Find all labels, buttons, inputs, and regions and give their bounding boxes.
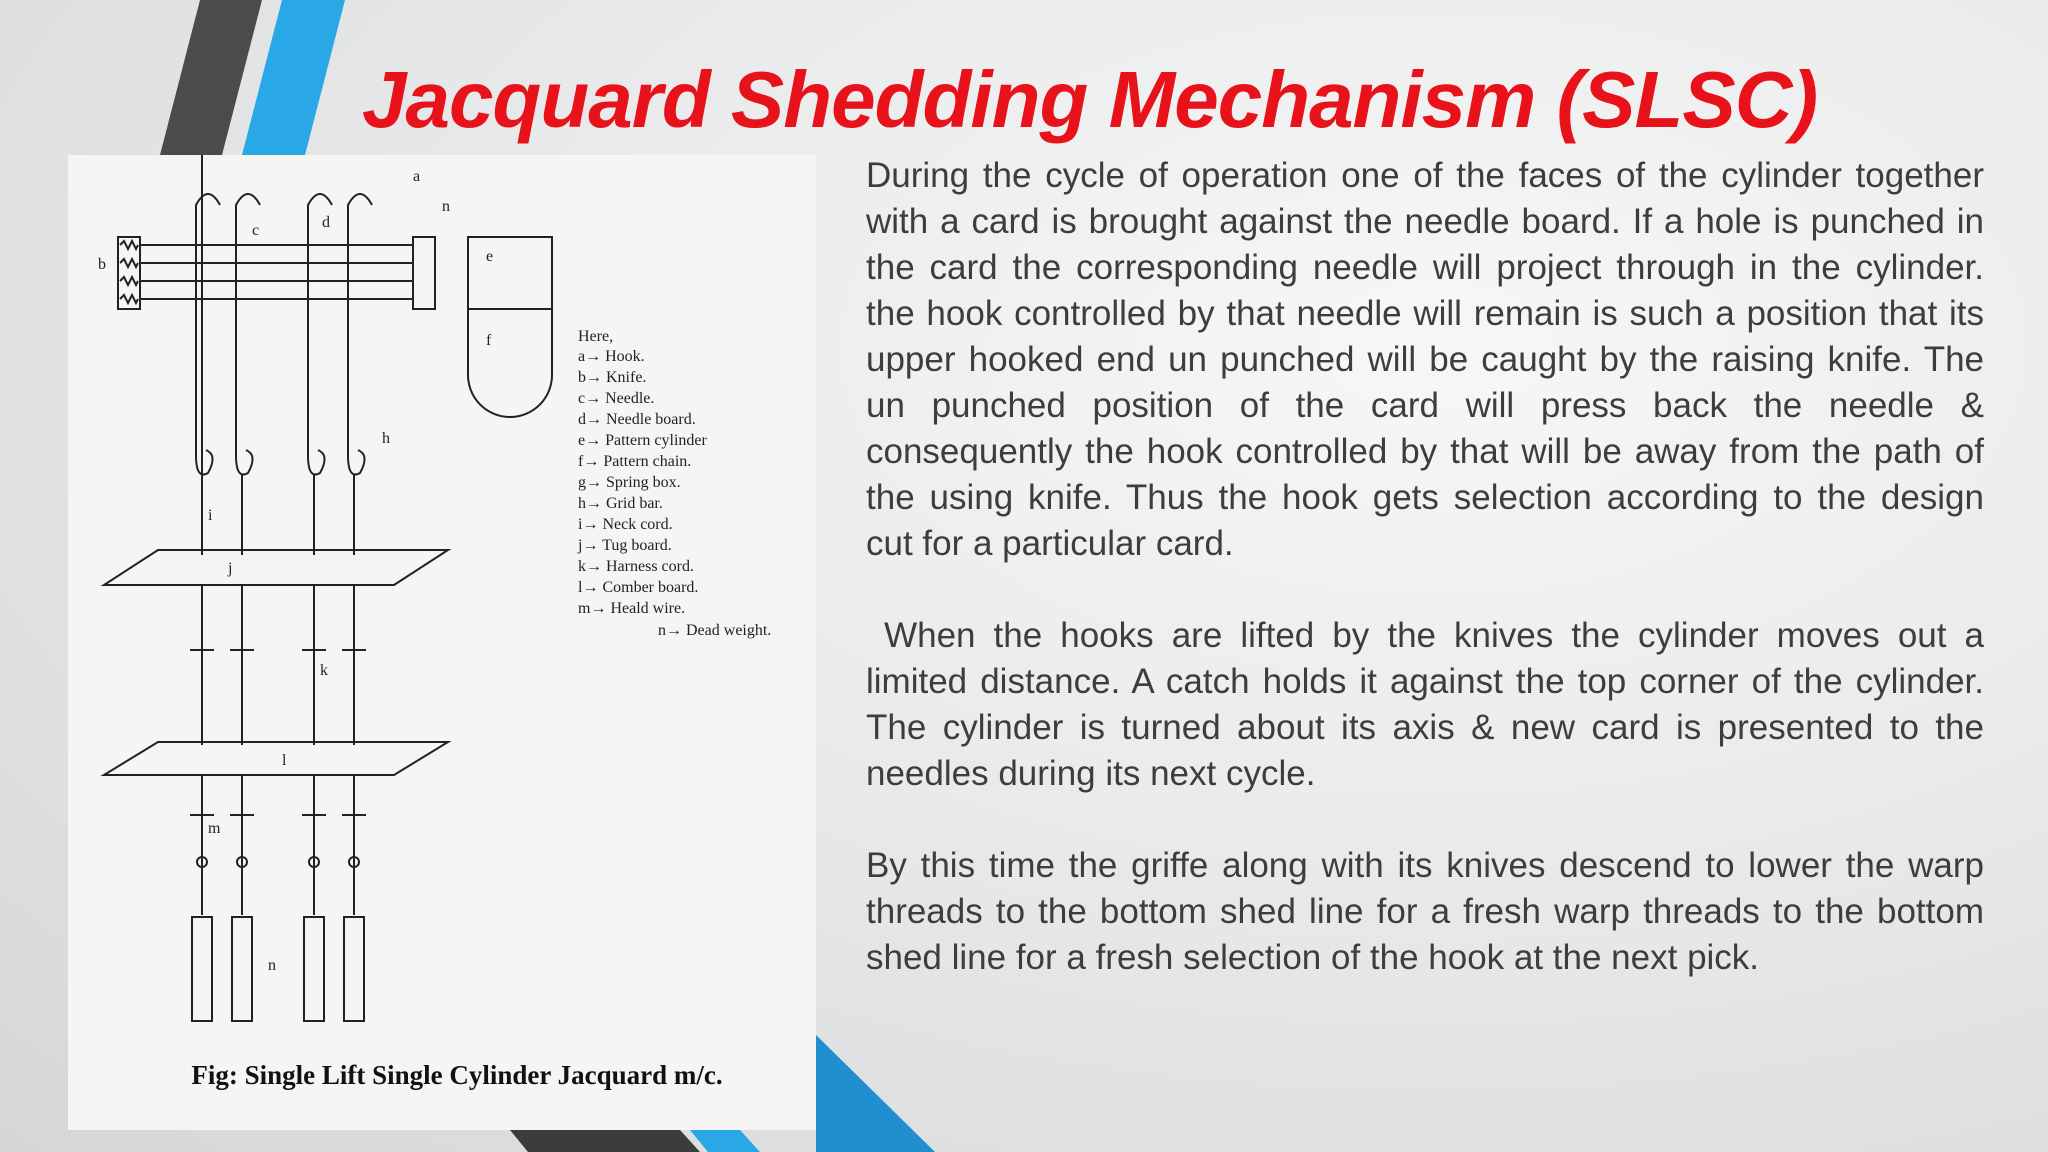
legend-item: f→ Pattern chain. [578,453,692,470]
legend-item: d→ Needle board. [578,411,696,428]
label-j: j [228,560,233,577]
body-paragraph: When the hooks are lifted by the knives the cylinder moves out a limited distance. A catch holds it against the top corner of the cylinder. The cylinder is turned about its axis & new card is presented to the needles during its next cycle. [866,616,1994,793]
label-n-top: n [442,198,450,215]
label-i: i [208,507,213,524]
label-n: n [268,957,276,974]
legend-item: i→ Neck cord. [578,516,673,533]
label-d: d [322,214,330,231]
gray-stripe [160,0,262,155]
legend-item: e→ Pattern cylinder [578,432,707,449]
body-paragraph: By this time the griffe along with its knives descend to lower the warp threads to the bottom shed line for a fresh warp threads to the bottom shed line for a fresh selection of the hook at the next pick. [866,846,1984,977]
legend-item: m→ Heald wire. [578,600,686,617]
slide-body-text [866,153,1994,1027]
label-h: h [382,430,390,447]
legend-item: g→ Spring box. [578,474,681,491]
legend-item: k→ Harness cord. [578,558,694,575]
gray-bottom-stripe [510,1130,700,1152]
body-paragraph: During the cycle of operation one of the faces of the cylinder together with a card is brought against the needle board. If a hole is punched in the card the corresponding needle will project through in the cylinder. the hook controlled by that needle will remain is such a position that its upper hooked end un punched will be caught by the raising knife. The un punched position of the card will press back the needle & consequently the hook controlled by that will be away from the path of the using knife. Thus the hook gets selection according to the design cut for a particular card. [866,156,1984,563]
legend-heading: Here, [578,328,614,345]
label-l: l [282,752,287,769]
legend-item: b→ Knife. [578,369,647,386]
legend-item: a→ Hook. [578,348,645,365]
blue-stripe [242,0,345,155]
blue-bottom-stripe [690,1130,760,1152]
jacquard-diagram [68,155,816,1055]
legend-item: h→ Grid bar. [578,495,663,512]
legend-item: n→ Dead weight. [658,622,772,639]
label-k: k [320,662,328,679]
label-e: e [486,248,494,265]
figure-caption: Fig: Single Lift Single Cylinder Jacquard m/c. [191,1060,723,1090]
label-a: a [413,168,421,185]
label-b: b [98,256,106,273]
legend-item: c→ Needle. [578,390,655,407]
slide-title: Jacquard Shedding Mechanism (SLSC) [362,55,1818,144]
label-f: f [486,332,492,349]
legend-item: j→ Tug board. [578,537,672,554]
legend-item: l→ Comber board. [578,579,699,596]
label-m: m [208,820,221,837]
blue-bottom-triangle [816,1035,935,1152]
label-c: c [252,222,260,239]
jacquard-figure [68,155,816,1130]
